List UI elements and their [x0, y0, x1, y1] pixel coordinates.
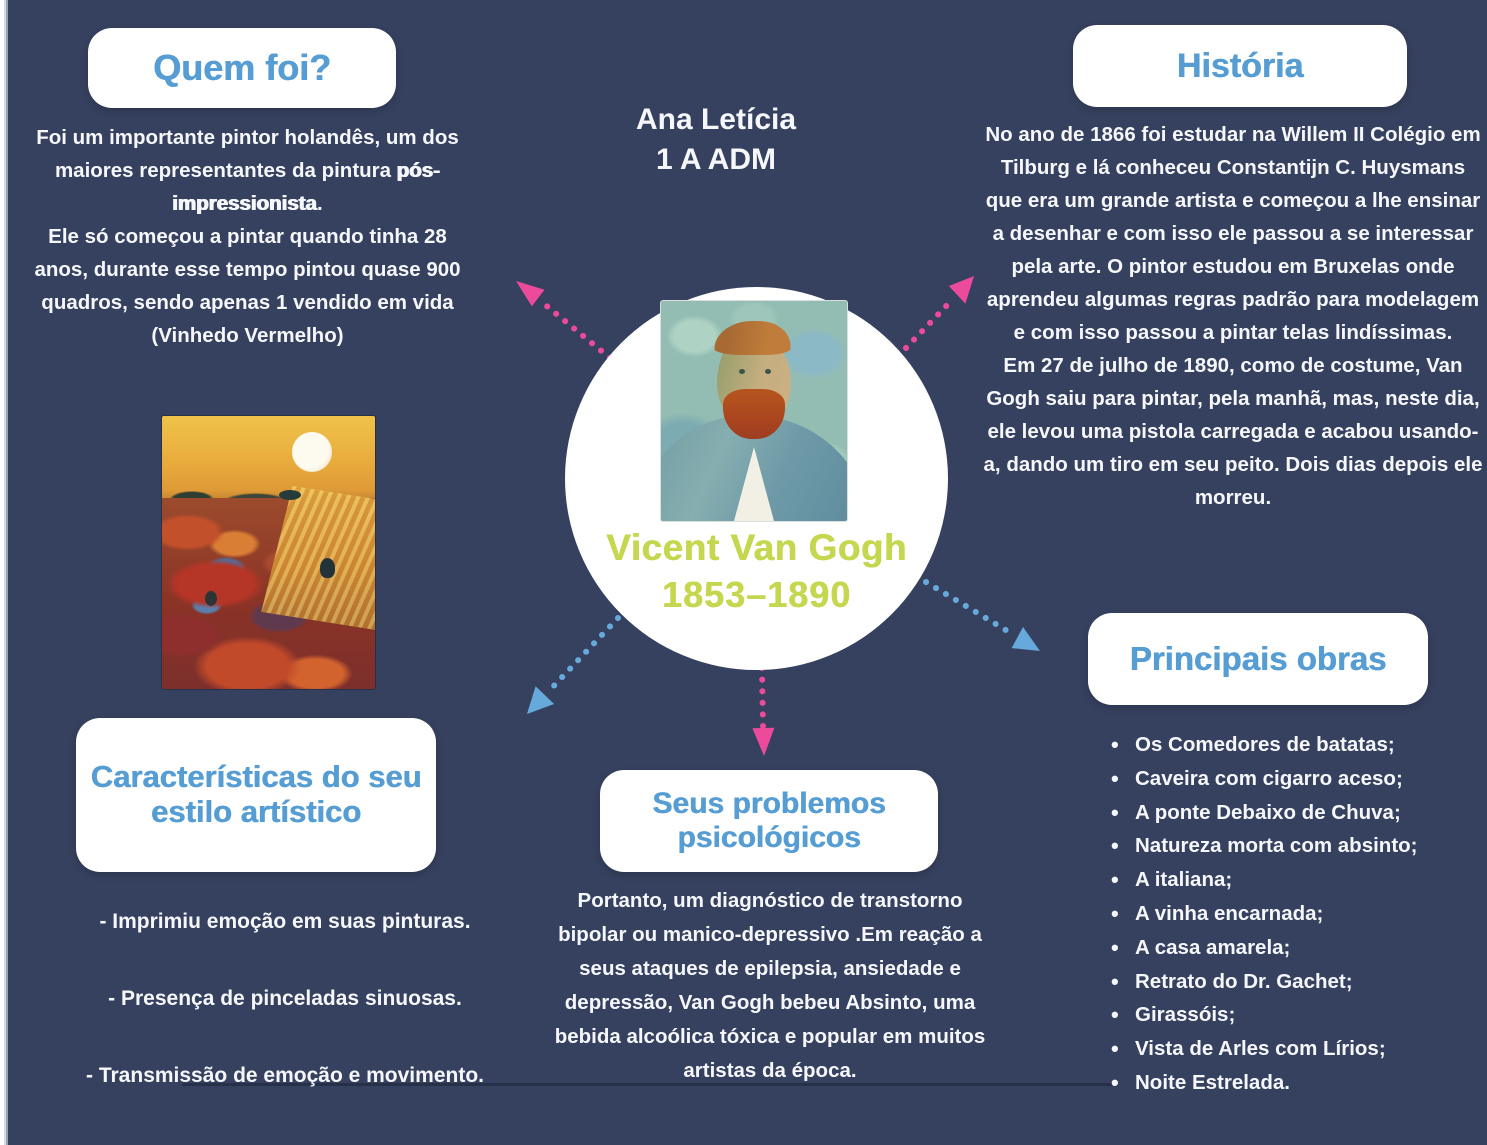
historia-body	[983, 118, 1483, 514]
problemas-title-box	[600, 770, 938, 872]
author-block	[566, 100, 866, 180]
quem-foi-body	[25, 121, 470, 352]
quem-foi-paragraph-2: Ele só começou a pintar quando tinha 28 anos, durante esse tempo pintou quase 900 quadros, sendo apenas 1 vendido em vida (Vinhedo Vermelho)	[34, 225, 461, 347]
caracteristicas-list	[40, 908, 530, 1139]
left-slide-edge	[0, 0, 12, 1145]
list-item: - Presença de pinceladas sinuosas.	[108, 987, 462, 1010]
list-item: • Natureza morta com absinto;	[1103, 829, 1473, 863]
list-item: • A italiana;	[1103, 863, 1473, 897]
author-class: 1 A ADM	[656, 143, 776, 176]
list-item: • Girassóis;	[1103, 998, 1473, 1032]
list-item: - Imprimiu emoção em suas pinturas.	[99, 910, 471, 933]
obras-list	[1103, 728, 1473, 1100]
list-item: • A casa amarela;	[1103, 931, 1473, 965]
bold-pos-impressionista: pós-impressionista	[172, 159, 441, 215]
quem-foi-title-box	[88, 28, 396, 108]
problemas-body	[548, 884, 992, 1088]
artist-years: 1853–1890	[661, 574, 852, 615]
obras-title-box	[1088, 613, 1428, 705]
artist-name: Vicent Van Gogh	[606, 527, 907, 568]
red-vineyard-painting	[162, 416, 375, 689]
list-item: • Vista de Arles com Lírios;	[1103, 1032, 1473, 1066]
painting-cart-silhouette	[279, 490, 301, 500]
historia-paragraph-2: Em 27 de julho de 1890, como de costume, Van Gogh saiu para pintar, pela manhã, mas, neste dia, ele levou uma pistola carregada e acabou usando-a, dando um tiro em seu peito. Dois dias depois ele morreu.	[983, 354, 1483, 509]
obras-title: Principais obras	[1129, 639, 1387, 677]
list-item: • Os Comedores de batatas;	[1103, 728, 1473, 762]
van-gogh-self-portrait	[661, 301, 847, 521]
painting-figure-small	[205, 591, 217, 606]
historia-paragraph-1: No ano de 1866 foi estudar na Willem II Colégio em Tilburg e lá conheceu Constantijn C. Huysmans que era um grande artista e começou a lhe ensinar a desenhar e com isso ele passou a se interessar pela arte. O pintor estudou em Bruxelas onde aprendeu algumas regras padrão para modelagem e com isso passou a pintar telas lindíssimas.	[985, 123, 1481, 344]
list-item: • Caveira com cigarro aceso;	[1103, 762, 1473, 796]
historia-title: História	[1176, 46, 1304, 85]
painting-figure	[320, 558, 335, 578]
list-item: • A ponte Debaixo de Chuva;	[1103, 796, 1473, 830]
list-item: - Transmissão de emoção e movimento.	[86, 1064, 484, 1087]
list-item: • A vinha encarnada;	[1103, 897, 1473, 931]
arrow-to-caracteristicas-icon	[527, 618, 618, 714]
portrait-hair	[714, 321, 790, 355]
list-item: • Retrato do Dr. Gachet;	[1103, 965, 1473, 999]
center-node-circle	[565, 287, 948, 670]
arrow-to-historia-icon	[906, 276, 974, 348]
quem-foi-title: Quem foi?	[153, 46, 331, 88]
quem-foi-paragraph-1: Foi um importante pintor holandês, um dos maiores representantes da pintura pós-impressionista.	[36, 126, 459, 215]
caracteristicas-title-box	[76, 718, 436, 872]
list-item: • Noite Estrelada.	[1103, 1066, 1473, 1100]
arrow-to-problemas-icon	[752, 668, 774, 756]
author-name: Ana Letícia	[635, 103, 797, 136]
problemas-title: Seus problemos psicológicos	[652, 787, 886, 854]
caracteristicas-title: Características do seu estilo artístico	[90, 759, 422, 829]
arrow-to-quem-foi-icon	[516, 281, 610, 358]
problemas-paragraph: Portanto, um diagnóstico de transtorno bipolar ou manico-depressivo .Em reação a seus ataques de epilepsia, ansiedade e depressão, Van Gogh bebeu Absinto, uma bebida alcoólica tóxica e popular em muitos artistas da época.	[554, 889, 986, 1082]
historia-title-box	[1073, 25, 1407, 107]
